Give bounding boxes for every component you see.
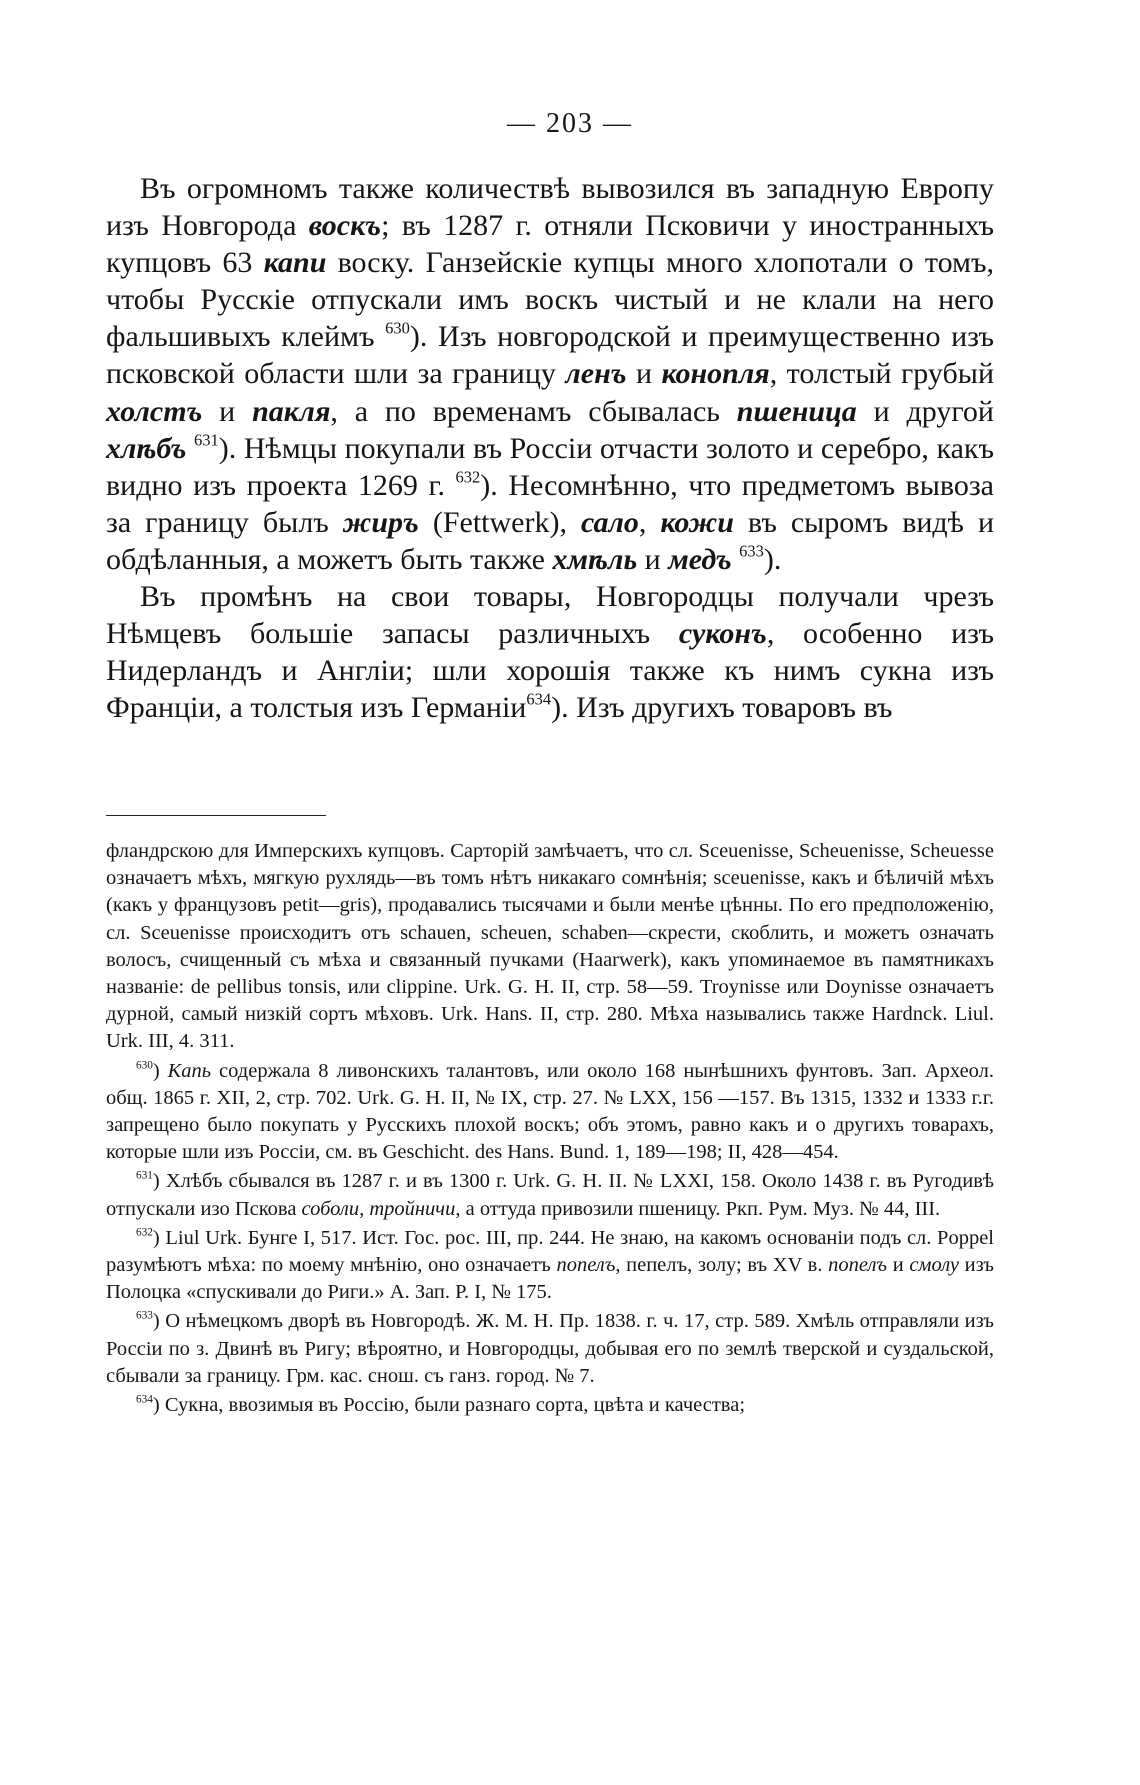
footnote-divider <box>106 815 326 816</box>
footnote-number: 633 <box>136 1310 153 1322</box>
text-run: Въ промѣнъ на свои товары, Новгородцы получали чрезъ Нѣмцевъ большіе запасы различныхъ <box>106 580 994 651</box>
footnote-630: $^{630}$) Капь содержала 8 ливонскихъ талантовъ, или около 168 нынѣшнихъ фунтовъ. Зап. Археол. общ. 1865 г. XII, 2, стр. 702. Urk. G. H. II, № IX, стр. 27. № LXX, 156 —157. Въ 1315, 1332 и 1333 г.г. запрещено было покупать у Русскихъ плохой воскъ; объ этомъ, равно какъ и о другихъ товарахъ, которые шли изъ Россіи, см. въ Geschicht. des Hans. Bund. 1, 189—198; II, 428—454. <box>106 1059 995 1164</box>
text-run: , <box>638 505 661 539</box>
footnote-number: 634 <box>136 1393 153 1406</box>
text-run: , толстый грубый <box>769 357 994 391</box>
text-run: ). Изъ новгородской и преимущественно изъ псковской области шли за границу <box>106 320 994 391</box>
emphasis: медъ <box>668 542 732 576</box>
text-run: (Fettwerk), <box>418 505 581 539</box>
footnote-634: $^{634}$) Сукна, ввозимыя въ Россію, были разнаго сорта, цвѣта и качества; <box>136 1393 746 1417</box>
emphasis: конопля <box>661 357 770 391</box>
text-run: содержала 8 ливонскихъ талантовъ, или около 168 нынѣшнихъ фунтовъ. Зап. Археол. общ. 1865 г. XII, 2, стр. 702. Urk. G. H. II, № IX, стр. 27. № LXX, 156 —157. Въ 1315, 1332 и 1333 г.г. запрещено было покупать у Русскихъ плохой воскъ; объ этомъ, равно какъ и о другихъ товарахъ, которые шли изъ Россіи, см. въ Geschicht. des Hans. Bund. 1, 189—198; II, 428—454. <box>106 1059 995 1164</box>
emphasis: пшеница <box>736 394 857 428</box>
footnote-number: 630 <box>136 1059 153 1072</box>
footnote-number: 632 <box>136 1226 153 1239</box>
footnote-ref: 633 <box>739 541 764 561</box>
footnote-ref: 632 <box>455 467 481 487</box>
emphasis: хмѣль <box>552 542 638 576</box>
emphasis: ленъ <box>565 357 627 391</box>
main-text <box>106 170 994 726</box>
emphasis: жиръ <box>342 505 419 539</box>
text-run: и <box>637 542 669 576</box>
paragraph-1 <box>106 170 994 578</box>
text-run <box>186 432 194 465</box>
emphasis: смолу <box>909 1254 960 1277</box>
paragraph-2 <box>106 578 994 726</box>
text-run: и <box>626 357 662 391</box>
text-run: ). Несомнѣнно, что предметомъ вывоза за границу былъ <box>106 468 994 539</box>
text-run: ). <box>763 542 782 576</box>
text-run: въ сыромъ видѣ и обдѣланныя, а можетъ быть также <box>106 505 995 576</box>
emphasis: сало <box>580 505 639 539</box>
text-run: воску. Ганзейскіе купцы много хлопотали о томъ, чтобы Русскіе отпускали имъ воскъ чистый и не клали на него фальшивыхъ клеймъ <box>106 246 994 354</box>
emphasis: суконъ <box>678 617 767 651</box>
footnote-633: $^{633}$) О нѣмецкомъ дворѣ въ Новгородѣ. Ж. М. Н. Пр. 1838. г. ч. 17, стр. 589. Хмѣль отправляли изъ Россіи по з. Двинѣ въ Ригу; вѣроятно, и Новгородцы, добывая его по землѣ тверской и суздальской, сбывали за границу. Грм. кас. снош. съ ганз. город. № 7. <box>106 1310 994 1387</box>
text-run: и <box>887 1254 910 1277</box>
text-run: , пепелъ, золу; въ XV в. <box>615 1254 829 1277</box>
text-run: Liul Urk. Бунге I, 517. Ист. Гос. рос. III, пр. 244. Не знаю, на какомъ основаніи подъ сл. Poppel разумѣютъ мѣха: по моему мнѣнію, оно означаетъ <box>106 1226 994 1277</box>
text-run: и <box>202 394 253 428</box>
footnote-number: 631 <box>136 1169 153 1182</box>
emphasis: соболи, тройничи <box>301 1197 456 1220</box>
text-run: ; въ 1287 г. отняли Псковичи у иностранныхъ купцовъ 63 <box>106 209 994 280</box>
footnote-continuation: фландрскою для Имперскихъ купцовъ. Сарторій замѣчаетъ, что сл. Sceuenisse, Scheuenisse, Scheuesse означаетъ мѣхъ, мягкую рухлядь—въ томъ нѣтъ никакаго сомнѣнія; sceuenisse, какъ и бѣличій мѣхъ (какъ у французовъ petit—gris), продавались тысячами и были менѣе цѣнны. По его предположенію, сл. Sceuenisse происходитъ отъ schauen, scheuen, schaben—скрести, скоблить, и можетъ означать волосъ, счищенный съ мѣха и связанный пучками (Haarwerk), какъ упоминаемое въ памятникахъ названіе: de pellibus tonsis, или clippine. Urk. G. H. II, стр. 58—59. Troynisse или Doynisse означаетъ дурной, самый низкій сортъ мѣховъ. Urk. Hans. II, стр. 280. Мѣха назывались также Hardnck. Liul. Urk. III, 4. 311. <box>106 840 994 1053</box>
emphasis: хлѣбъ <box>106 431 187 465</box>
text-run: и другой <box>856 394 994 428</box>
text-run: Хлѣбъ сбывался въ 1287 г. и въ 1300 г. Urk. G. H. II. № LXXI, 158. Около 1438 г. въ Ругодивѣ отпускали изо Пскова <box>106 1170 995 1220</box>
footnote-631: $^{631}$) Хлѣбъ сбывался въ 1287 г. и въ 1300 г. Urk. G. H. II. № LXXI, 158. Около 1438 г. въ Ругодивѣ отпускали изо Пскова соболи, тройничи, а оттуда привозили пшеницу. Ркп. Рум. Муз. № 44, III. <box>106 1169 995 1220</box>
footnote-ref: 631 <box>194 430 219 450</box>
emphasis: холстъ <box>106 394 203 428</box>
emphasis: капи <box>263 246 327 280</box>
footnotes <box>106 838 994 1421</box>
text-run: , а по временамъ сбывалась <box>330 394 737 428</box>
emphasis: Капь <box>167 1059 212 1082</box>
text-run: ). Нѣмцы покупали въ Россіи отчасти золото и серебро, какъ видно изъ проекта 1269 г. <box>106 431 995 502</box>
emphasis: пакля <box>252 394 331 428</box>
emphasis: попелъ <box>556 1254 616 1277</box>
text-run: ). Изъ другихъ товаровъ въ <box>551 691 893 725</box>
text-run: , а оттуда привозили пшеницу. Ркп. Рум. Муз. № 44, III. <box>455 1197 941 1220</box>
text-run: О нѣмецкомъ дворѣ въ Новгородѣ. Ж. М. Н. Пр. 1838. г. ч. 17, стр. 589. Хмѣль отправляли изъ Россіи по з. Двинѣ въ Ригу; вѣроятно, и Новгородцы, добывая его по землѣ тверской и суздальской, сбывали за границу. Грм. кас. снош. съ ганз. город. № 7. <box>106 1310 994 1387</box>
emphasis: кожи <box>660 505 734 539</box>
page-number: — 203 — <box>507 108 633 139</box>
footnote-ref: 634 <box>526 689 552 709</box>
text-run: Въ огромномъ также количествѣ вывозился въ западную Европу изъ Новгорода <box>106 172 994 243</box>
text-run: , особенно изъ Нидерландъ и Англіи; шли хорошія также къ нимъ сукна изъ Франціи, а толстыя изъ Германіи <box>106 617 995 725</box>
emphasis: воскъ <box>308 209 382 243</box>
footnote-632: $^{632}$) Liul Urk. Бунге I, 517. Ист. Гос. рос. III, пр. 244. Не знаю, на какомъ основаніи подъ сл. Poppel разумѣютъ мѣха: по моему мнѣнію, оно означаетъ попелъ, пепелъ, золу; въ XV в. попелъ и смолу изъ Полоцка «спускивали до Риги.» А. Зап. Р. I, № 175. <box>106 1226 994 1304</box>
emphasis: попелъ <box>828 1254 888 1277</box>
text-run: изъ Полоцка «спускивали до Риги.» А. Зап. Р. I, № 175. <box>106 1254 994 1304</box>
text-run: Сукна, ввозимыя въ Россію, были разнаго сорта, цвѣта и качества; <box>164 1394 746 1417</box>
footnote-ref: 630 <box>385 319 410 338</box>
